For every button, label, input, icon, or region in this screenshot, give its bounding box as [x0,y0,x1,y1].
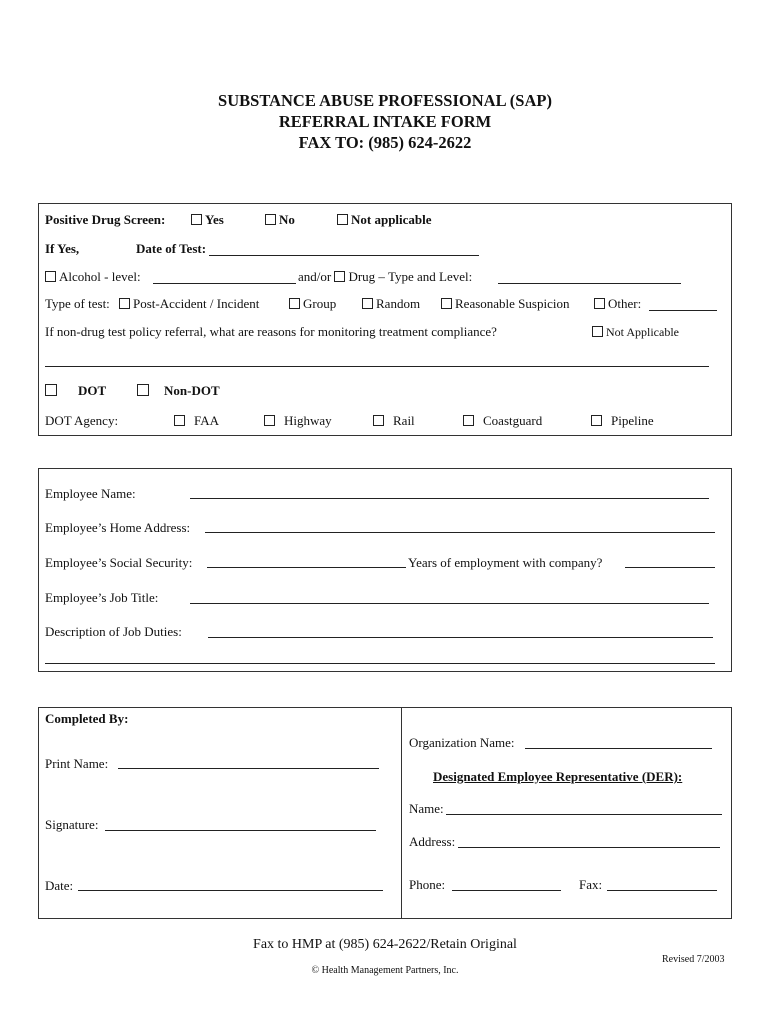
and-or-label: and/or Drug – Type and Level: [298,269,473,284]
date-label: Date: [45,878,74,893]
reasonable-suspicion-option[interactable]: Reasonable Suspicion [441,296,569,312]
section-divider [401,707,402,919]
completed-by-label: Completed By: [45,711,129,726]
print-name-label: Print Name: [45,756,109,771]
positive-drug-screen-label: Positive Drug Screen: [45,212,166,227]
der-name-label: Name: [409,801,444,816]
der-name-field[interactable] [446,814,722,815]
form-subtitle: REFERRAL INTAKE FORM [278,112,492,131]
years-employment-field[interactable] [625,567,715,568]
der-address-label: Address: [409,834,456,849]
non-dot-checkbox[interactable] [137,384,149,396]
job-duties-label: Description of Job Duties: [45,624,182,639]
completed-by-section [38,707,732,919]
random-option[interactable]: Random [362,296,420,312]
no-option[interactable]: No [265,212,295,228]
other-checkbox[interactable] [594,298,605,309]
non-drug-reasons-field[interactable] [45,366,709,367]
form-title: SUBSTANCE ABUSE PROFESSIONAL (SAP) [218,91,552,110]
type-of-test-label: Type of test: [45,296,110,311]
not-applicable-2-option[interactable]: Not Applicable [592,325,679,340]
employee-name-field[interactable] [190,498,709,499]
rail-checkbox[interactable] [373,415,384,426]
not-applicable-option[interactable]: Not applicable [337,212,432,228]
coastguard-option[interactable]: Coastguard [463,413,542,429]
der-phone-label: Phone: [409,877,446,892]
der-phone-field[interactable] [452,890,561,891]
no-checkbox[interactable] [265,214,276,225]
employee-name-label: Employee Name: [45,486,136,501]
home-address-label: Employee’s Home Address: [45,520,191,535]
job-title-field[interactable] [190,603,709,604]
faa-option[interactable]: FAA [174,413,219,429]
rail-option[interactable]: Rail [373,413,415,429]
print-name-field[interactable] [118,768,379,769]
post-accident-option[interactable]: Post-Accident / Incident [119,296,259,312]
alcohol-level-field[interactable] [153,283,296,284]
other-option[interactable]: Other: [594,296,641,312]
dot-agency-label: DOT Agency: [45,413,119,428]
copyright: © Health Management Partners, Inc. [311,965,459,976]
fax-number-heading: FAX TO: (985) 624-2622 [298,133,472,152]
pipeline-option[interactable]: Pipeline [591,413,654,429]
job-duties-field-line-2[interactable] [45,663,715,664]
drug-checkbox[interactable] [334,271,345,282]
fax-note: Fax to HMP at (985) 624-2622/Retain Original [253,937,517,952]
social-security-label: Employee’s Social Security: [45,555,193,570]
revised-date: Revised 7/2003 [662,954,725,965]
date-of-test-label: Date of Test: [136,241,207,256]
years-employment-label: Years of employment with company? [408,555,603,570]
der-heading: Designated Employee Representative (DER): [433,769,683,784]
social-security-field[interactable] [207,567,406,568]
other-field[interactable] [649,310,717,311]
yes-checkbox[interactable] [191,214,202,225]
random-checkbox[interactable] [362,298,373,309]
faa-checkbox[interactable] [174,415,185,426]
dot-option[interactable]: DOT [45,383,106,399]
if-yes-label: If Yes, [45,241,80,256]
organization-name-field[interactable] [525,748,712,749]
reasonable-suspicion-checkbox[interactable] [441,298,452,309]
yes-option[interactable]: Yes [191,212,224,228]
job-title-label: Employee’s Job Title: [45,590,159,605]
coastguard-checkbox[interactable] [463,415,474,426]
dot-checkbox[interactable] [45,384,57,396]
home-address-field[interactable] [205,532,715,533]
der-fax-label: Fax: [579,877,603,892]
not-applicable-2-checkbox[interactable] [592,326,603,337]
group-option[interactable]: Group [289,296,336,312]
signature-field[interactable] [105,830,376,831]
non-drug-question: If non-drug test policy referral, what are reasons for monitoring treatment compliance? [45,324,497,339]
date-of-test-field[interactable] [209,255,479,256]
pipeline-checkbox[interactable] [591,415,602,426]
alcohol-level-option[interactable]: Alcohol - level: [45,269,141,285]
not-applicable-checkbox[interactable] [337,214,348,225]
date-field[interactable] [78,890,383,891]
drug-screen-section [38,203,732,436]
highway-option[interactable]: Highway [264,413,332,429]
non-dot-option[interactable]: Non-DOT [137,383,220,399]
alcohol-checkbox[interactable] [45,271,56,282]
post-accident-checkbox[interactable] [119,298,130,309]
group-checkbox[interactable] [289,298,300,309]
der-address-field[interactable] [458,847,720,848]
highway-checkbox[interactable] [264,415,275,426]
organization-name-label: Organization Name: [409,735,515,750]
job-duties-field[interactable] [208,637,713,638]
signature-label: Signature: [45,817,99,832]
drug-type-level-field[interactable] [498,283,681,284]
der-fax-field[interactable] [607,890,717,891]
